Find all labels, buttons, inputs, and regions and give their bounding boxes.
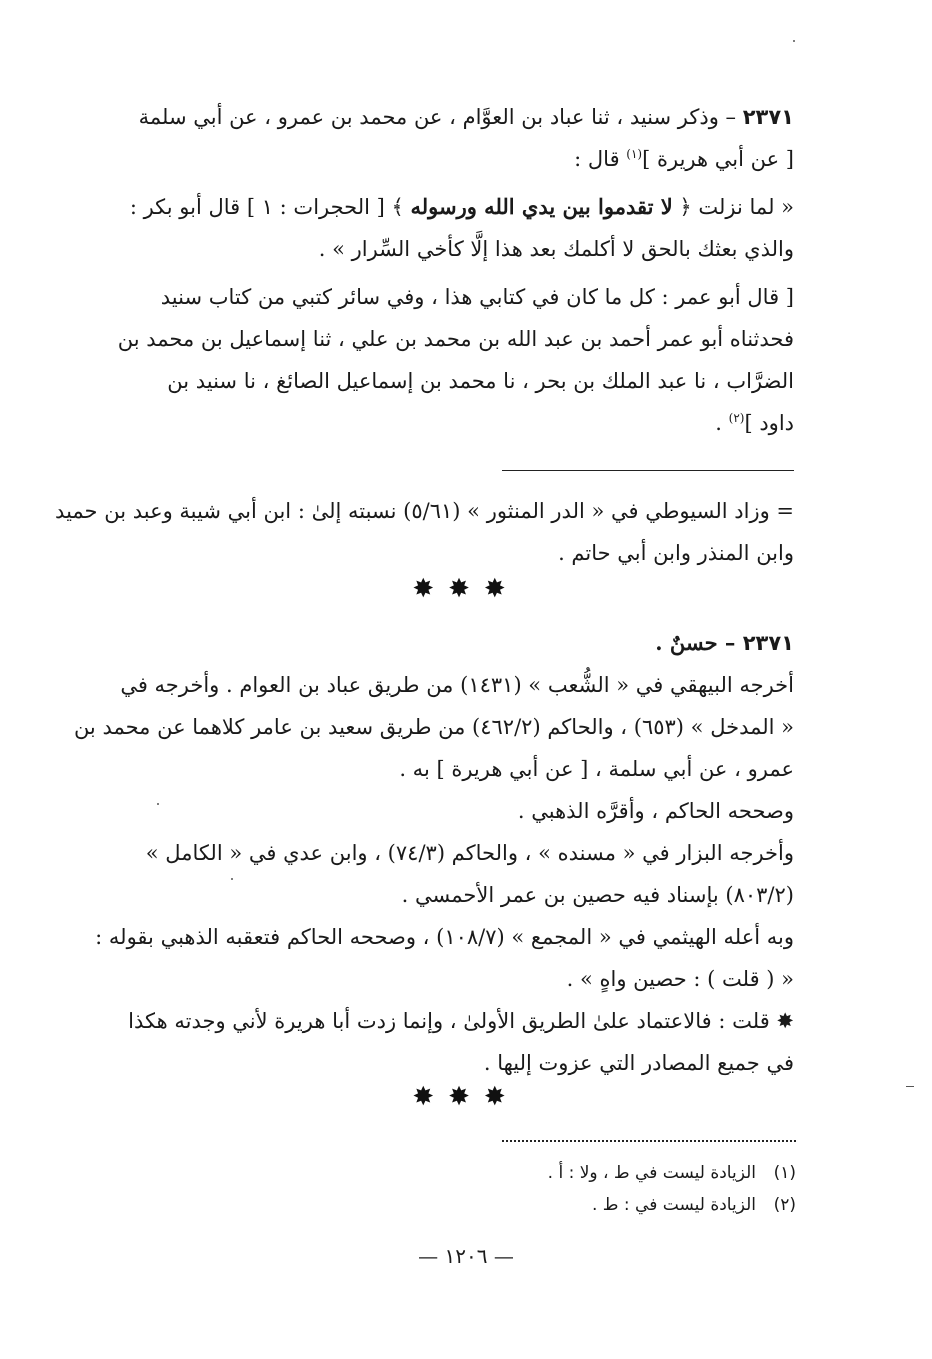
footnote-2-mark: (٢) [773,1195,796,1215]
isnad-paragraph [104,276,794,444]
hadith-text [104,96,794,180]
scan-speck [157,803,159,805]
footnote-1-mark: (١) [773,1163,796,1183]
takhrij-p1-line-1: أخرجه البيهقي في « الشُّعب » (١٤٣١) من طريق عباد بن العوام . وأخرجه في [120,673,794,697]
isnad-line-1: [ قال أبو عمر : كل ما كان في كتابي هذا ، وفي سائر كتبي من كتاب سنيد [160,285,794,309]
takhrij-p5-line-1: ✸ قلت : فالاعتماد علىٰ الطريق الأولىٰ ، وإنما زدت أبا هريرة لأني وجدته هكذا [128,1009,794,1033]
takhrij-p1-line-3: عمرو ، عن أبي سلمة ، [ عن أبي هريرة ] به . [399,757,794,781]
quran-verse: لا تقدموا بين يدي الله ورسوله [410,194,673,219]
footnote-ref-2: (٢) [728,411,745,425]
takhrij-p3-line-2: (٨٠٣/٢) بإسناد فيه حصين بن عمر الأحمسي . [401,883,794,907]
continued-note-line-1: = وزاد السيوطي في « الدر المنثور » (٥/٦١) نسبته إلىٰ : ابن أبي شيبة وعبد بن حميد [55,499,794,523]
takhrij-heading: ٢٣٧١ – حسنٌ . [655,630,794,655]
takhrij-p4-line-1: وبه أعله الهيثمي في « المجمع » (١٠٨/٧) ، وصححه الحاكم فتعقبه الذهبي بقوله : [95,925,794,949]
hadith-quote [104,186,794,270]
page-number: — ١٢٠٦ — [418,1244,514,1268]
footnote-2 [300,1190,796,1220]
end-separator-stars: ✸✸✸ [412,1082,520,1112]
continued-note [55,490,794,574]
hadith-line-1: ٢٣٧١ – وذكر سنيد ، ثنا عباد بن العوَّام ، عن محمد بن عمرو ، عن أبي سلمة [138,105,794,129]
takhrij-p4-line-2: « ( قلت ) : حصين واهٍ » . [566,967,794,991]
isnad-line-3: الضرَّاب ، نا عبد الملك بن بحر ، نا محمد بن إسماعيل الصائغ ، نا سنيد بن [167,369,794,393]
scan-speck [906,1086,914,1087]
takhrij-p3-line-1: وأخرجه البزار في « مسنده » ، والحاكم (٧٤/٣) ، وابن عدي في « الكامل » [145,841,794,865]
footnote-1-text: الزيادة ليست في ط ، ولا : أ . [547,1163,756,1183]
footnote-divider [502,470,794,471]
section-separator-stars: ✸✸✸ [412,574,520,604]
takhrij-section [73,622,794,1084]
takhrij-p1-line-2: « المدخل » (٦٥٣) ، والحاكم (٤٦٢/٢) من طريق سعيد بن عامر كلاهما عن محمد بن [73,715,794,739]
scan-speck [793,40,795,42]
footnote-ref-1: (١) [626,147,643,161]
scan-speck [231,878,233,880]
continued-note-line-2: وابن المنذر وابن أبي حاتم . [558,541,794,565]
quote-line-2: والذي بعثك بالحق لا أكلمك بعد هذا إلَّا كأخي السِّرار » . [318,237,794,261]
quote-line-1: « لما نزلت ﴿ لا تقدموا بين يدي الله ورسوله ﴾ [ الحجرات : ١ ] قال أبو بكر : [129,194,794,219]
footnotes-divider [502,1140,796,1142]
takhrij-number: ٢٣٧١ [742,631,794,655]
isnad-line-2: فحدثناه أبو عمر أحمد بن عبد الله بن محمد بن علي ، ثنا إسماعيل بن محمد بن [117,327,794,351]
footnote-2-text: الزيادة ليست في : ط . [591,1195,756,1215]
hadith-line-2: [ عن أبي هريرة ]$^{(١)}$ قال : [574,147,794,171]
isnad-line-4: داود ]$^{(٢)}$ . [715,411,794,435]
takhrij-p2: وصححه الحاكم ، وأقرَّه الذهبي . [517,799,794,823]
hadith-number: ٢٣٧١ [742,105,794,129]
takhrij-p5-line-2: في جميع المصادر التي عزوت إليها . [483,1051,794,1075]
footnote-1 [300,1158,796,1188]
